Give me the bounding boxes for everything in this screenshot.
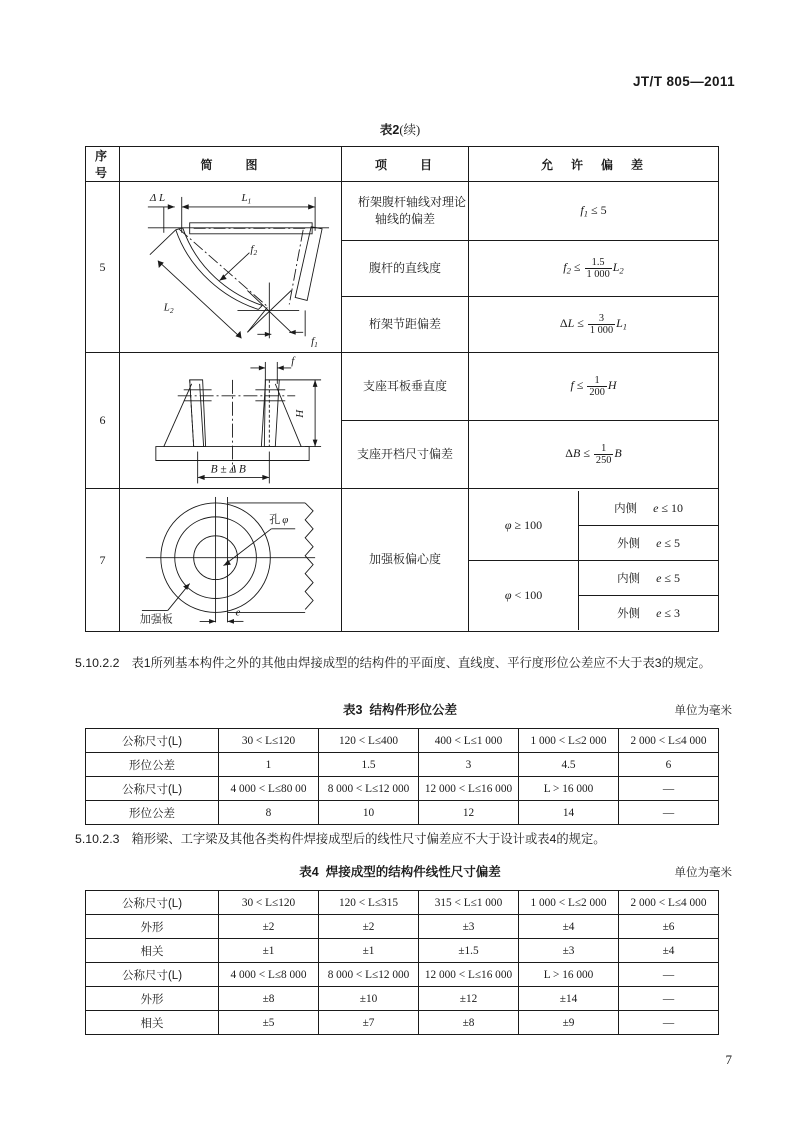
clause-5-10-2-3: [75, 829, 731, 849]
table-row: [86, 353, 719, 421]
table2-row6-tol2: ΔB ≤ $\frac{1}{250}$ B: [469, 421, 719, 489]
stiffener-plate-eccentricity-diagram: [120, 489, 342, 632]
table4-b2-related-3: ±9: [519, 1011, 619, 1035]
table2-row7-item1: 加强板偏心度: [342, 489, 469, 632]
table3-b1-value-1: 1.5: [319, 753, 419, 777]
table4-b2-related-0: ±5: [219, 1011, 319, 1035]
table4-b2-related-2: ±8: [419, 1011, 519, 1035]
table3-b1-range-1: 120 < L≤400: [319, 729, 419, 753]
table2-row5-item1: 桁架腹杆轴线对理论轴线的偏差: [342, 182, 469, 241]
table2-row5-tol2: $f_2$ ≤ $\frac{1.5}{1 000}$ $L_2$: [469, 241, 719, 297]
table3-b2-range-0: 4 000 < L≤80 00: [219, 777, 319, 801]
table3-b2-value-4: —: [619, 801, 719, 825]
table4-b2-range-3: L > 16 000: [519, 963, 619, 987]
truss-diagram-svg: [120, 183, 341, 350]
table4-b1-range-1: 120 < L≤315: [319, 891, 419, 915]
table3-b2-range-3: L > 16 000: [519, 777, 619, 801]
table4-b1-outer-4: ±6: [619, 915, 719, 939]
table2-row7-subtable: [469, 491, 718, 630]
table-row: [86, 987, 719, 1011]
table3-b1-range-0: 30 < L≤120: [219, 729, 319, 753]
table2-header-row: [86, 147, 719, 182]
table2-row5-item2: 腹杆的直线度: [342, 241, 469, 297]
table2-row7-cond2: φ < 100: [469, 560, 579, 630]
table2: [85, 146, 719, 632]
side-label: 内侧: [617, 572, 641, 585]
table3-unit: 单位为毫米: [674, 705, 732, 717]
stiffener-diagram-svg: [120, 489, 341, 631]
label-stiffener-plate: 加强板: [139, 613, 173, 626]
table4-b1-outer-0: ±2: [219, 915, 319, 939]
table4-b2-range-0: 4 000 < L≤8 000: [219, 963, 319, 987]
table4-b1-range-2: 315 < L≤1 000: [419, 891, 519, 915]
table4-b1-range-4: 2 000 < L≤4 000: [619, 891, 719, 915]
table3-b1-label2: 形位公差: [86, 753, 219, 777]
table4-b1-range-3: 1 000 < L≤2 000: [519, 891, 619, 915]
table-row: [86, 777, 719, 801]
table3-b1-range-3: 1 000 < L≤2 000: [519, 729, 619, 753]
table4-b1-range-0: 30 < L≤120: [219, 891, 319, 915]
table4-b2-label1: 公称尺寸(L): [86, 963, 219, 987]
table3-b1-value-3: 4.5: [519, 753, 619, 777]
side-label: 外侧: [617, 537, 641, 550]
table3-caption-no: 表3: [343, 703, 363, 717]
table-row: [86, 915, 719, 939]
table2-row5-item3: 桁架节距偏差: [342, 297, 469, 353]
table3-b1-range-2: 400 < L≤1 000: [419, 729, 519, 753]
table3: [85, 728, 719, 825]
table4-b1-outer-1: ±2: [319, 915, 419, 939]
table3-b1-range-4: 2 000 < L≤4 000: [619, 729, 719, 753]
table3-b2-label2: 形位公差: [86, 801, 219, 825]
table2-row7-cond1-inner: 内侧 e ≤ 10: [579, 491, 718, 526]
label-H: H: [294, 410, 307, 419]
clause-5-10-2-2: [75, 653, 731, 673]
table-row: [469, 491, 718, 526]
table4-b2-outer-1: ±10: [319, 987, 419, 1011]
bearing-ear-plate-diagram: [120, 353, 342, 489]
table2-col-tolerance: 允 许 偏 差: [469, 147, 719, 182]
table4-b2-range-4: —: [619, 963, 719, 987]
table-row: [86, 801, 719, 825]
table4-b1-outer-2: ±3: [419, 915, 519, 939]
table2-row7-cond2-outer: 外侧 e ≤ 3: [579, 595, 718, 630]
table4-b2-outer-2: ±12: [419, 987, 519, 1011]
table-row: [469, 560, 718, 595]
table3-b1-value-4: 6: [619, 753, 719, 777]
label-f1: $f_1$: [311, 335, 318, 350]
table4-b2-outer-0: ±8: [219, 987, 319, 1011]
table2-row7-cond1: φ ≥ 100: [469, 491, 579, 561]
bearing-diagram-svg: [120, 354, 341, 486]
table3-b2-label1: 公称尺寸(L): [86, 777, 219, 801]
table3-b2-range-1: 8 000 < L≤12 000: [319, 777, 419, 801]
table2-row5-tol1: $f_1 \le 5$: [469, 182, 719, 241]
table2-row6-item2: 支座开档尺寸偏差: [342, 421, 469, 489]
table4-b2-outer-4: —: [619, 987, 719, 1011]
table2-caption-main: 表2: [379, 123, 400, 137]
table4-b1-label1: 公称尺寸(L): [86, 891, 219, 915]
table3-b2-value-0: 8: [219, 801, 319, 825]
label-e: e: [235, 606, 241, 619]
side-label: 外侧: [617, 607, 641, 620]
table3-b1-value-2: 3: [419, 753, 519, 777]
table-row: [86, 963, 719, 987]
clause-5-10-2-2-text: 表1所列基本构件之外的其他由焊接成型的结构件的平面度、直线度、平行度形位公差应不大于表3的规定。: [131, 656, 711, 670]
truss-web-member-diagram: [120, 182, 342, 353]
clause-5-10-2-2-number: 5.10.2.2: [75, 656, 120, 670]
label-L2: $L_2$: [163, 301, 174, 316]
table2-caption: [0, 120, 800, 138]
clause-5-10-2-3-text: 箱形梁、工字梁及其他各类构件焊接成型后的线性尺寸偏差应不大于设计或表4的规定。: [131, 832, 606, 846]
label-f: f: [291, 355, 295, 368]
table4-b1-related-1: ±1: [319, 939, 419, 963]
standard-number: JT/T 805—2011: [632, 74, 735, 89]
table2-col-item: 项 目: [342, 147, 469, 182]
table3-b2-range-2: 12 000 < L≤16 000: [419, 777, 519, 801]
table3-caption-title: 结构件形位公差: [369, 703, 457, 717]
label-f2: $f_2$: [250, 244, 258, 258]
table2-row7-cond2-inner: 内侧 e ≤ 5: [579, 560, 718, 595]
table2-row6-tol1: f ≤ $\frac{1}{200}$ H: [469, 353, 719, 421]
side-label: 内侧: [614, 502, 638, 515]
table4-b1-related-0: ±1: [219, 939, 319, 963]
table2-row7-no: 7: [86, 489, 120, 632]
label-hole-phi: 孔 φ: [269, 513, 289, 526]
table4-b1-label2: 外形: [86, 915, 219, 939]
table4-b2-range-1: 8 000 < L≤12 000: [319, 963, 419, 987]
table4-caption-no: 表4: [299, 865, 319, 879]
table-row: [86, 939, 719, 963]
table4-unit: 单位为毫米: [674, 867, 732, 879]
table2-row5-tol3: ΔL ≤ $\frac{3}{1 000}$ $L_1$: [469, 297, 719, 353]
table-row: [86, 753, 719, 777]
table3-b1-label1: 公称尺寸(L): [86, 729, 219, 753]
table4-b2-range-2: 12 000 < L≤16 000: [419, 963, 519, 987]
table2-col-no: 序 号: [86, 147, 120, 182]
table-row: [86, 182, 719, 241]
table2-row7-cond1-outer: 外侧 e ≤ 5: [579, 525, 718, 560]
label-L1: $L_1$: [241, 192, 252, 206]
table4-b2-related-1: ±7: [319, 1011, 419, 1035]
table-row: [86, 1011, 719, 1035]
table-row: [86, 729, 719, 753]
table2-row6-item1: 支座耳板垂直度: [342, 353, 469, 421]
table4-b2-label2: 外形: [86, 987, 219, 1011]
table4-b1-outer-3: ±4: [519, 915, 619, 939]
label-B-deltaB: B ± Δ B: [210, 463, 246, 476]
table-row: [86, 891, 719, 915]
table4-b2-related-4: —: [619, 1011, 719, 1035]
table3-b1-value-0: 1: [219, 753, 319, 777]
table3-b2-value-1: 10: [319, 801, 419, 825]
table4-b1-related-3: ±3: [519, 939, 619, 963]
table3-b2-range-4: —: [619, 777, 719, 801]
table3-b2-value-2: 12: [419, 801, 519, 825]
page-number: 7: [725, 1052, 732, 1067]
table4-b1-related-2: ±1.5: [419, 939, 519, 963]
table4: [85, 890, 719, 1035]
table4-b2-outer-3: ±14: [519, 987, 619, 1011]
table4-b1-related-4: ±4: [619, 939, 719, 963]
table2-row5-no: 5: [86, 182, 120, 353]
table2-col-figure: 简 图: [120, 147, 342, 182]
table4-b2-label3: 相关: [86, 1011, 219, 1035]
table4-b1-label3: 相关: [86, 939, 219, 963]
label-delta-L: Δ L: [149, 192, 166, 205]
table4-caption-title: 焊接成型的结构件线性尺寸偏差: [325, 865, 501, 879]
table3-b2-value-3: 14: [519, 801, 619, 825]
table-row: [86, 489, 719, 632]
table2-row6-no: 6: [86, 353, 120, 489]
table2-caption-suffix: (续): [399, 123, 421, 137]
table2-row7-tolerance-block: [469, 489, 719, 632]
clause-5-10-2-3-number: 5.10.2.3: [75, 832, 120, 846]
